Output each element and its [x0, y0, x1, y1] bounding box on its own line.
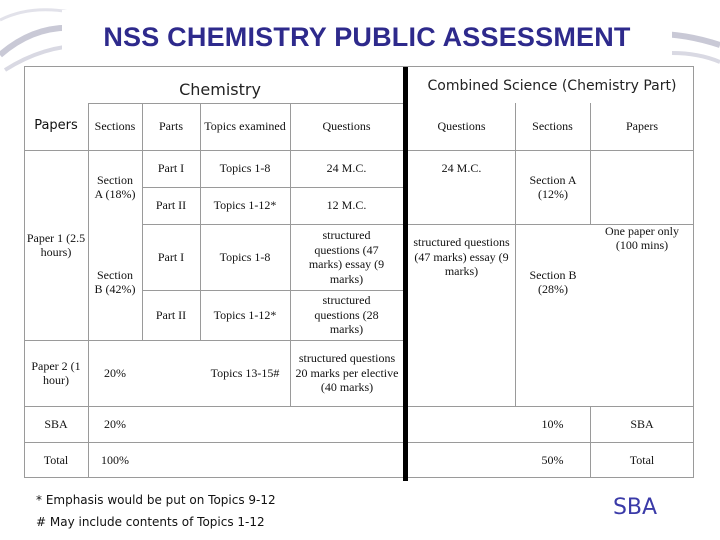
cs-total-percent: 50% — [541, 452, 564, 467]
col-header-sections-cs: Sections — [532, 119, 573, 134]
sba-percent: 20% — [104, 416, 126, 431]
total-percent: 100% — [101, 452, 129, 467]
paper-1-cell: Paper 1 (2.5 hours) — [26, 230, 86, 259]
topics-cell: Topics 1-8 — [219, 161, 271, 176]
col-header-topics: Topics examined — [204, 119, 286, 134]
cs-questions-cell: structured questions (47 marks) essay (9 marks) — [413, 235, 510, 279]
section-a-cell: Section A (18%) — [94, 172, 136, 201]
col-header-sections: Sections — [94, 119, 136, 134]
cs-paper-cell: One paper only (100 mins) — [605, 223, 679, 252]
chemistry-header: Chemistry — [179, 80, 261, 99]
topics-cell: Topics 1-8 — [219, 249, 271, 264]
footnote-star: * Emphasis would be put on Topics 9-12 — [36, 493, 276, 507]
cs-questions-cell: 24 M.C. — [441, 161, 482, 176]
cs-sba-percent: 10% — [541, 416, 564, 431]
col-header-papers-cs: Papers — [626, 119, 658, 134]
part-2-cell: Part II — [155, 307, 187, 322]
topics-cell: Topics 1-12* — [213, 307, 277, 322]
questions-cell: structured questions (28 marks) — [314, 293, 379, 337]
sba-link-button[interactable]: SBA — [592, 486, 678, 528]
col-header-parts: Parts — [159, 119, 183, 134]
cs-section-a-cell: Section A (12%) — [529, 172, 577, 201]
part-1-cell: Part I — [157, 249, 185, 264]
footnote-hash: # May include contents of Topics 1-12 — [36, 515, 265, 529]
total-label: Total — [43, 452, 69, 467]
col-header-papers: Papers — [34, 118, 78, 134]
combined-science-header: Combined Science (Chemistry Part) — [427, 78, 677, 94]
questions-cell: structured questions 20 marks per elective (40 marks) — [295, 351, 399, 395]
cs-section-b-cell: Section B (28%) — [529, 267, 577, 296]
sba-label: SBA — [44, 416, 68, 431]
page-title: NSS CHEMISTRY PUBLIC ASSESSMENT — [103, 22, 631, 52]
col-header-questions: Questions — [322, 119, 371, 134]
topics-cell: Topics 13-15# — [210, 365, 280, 380]
part-2-cell: Part II — [155, 198, 187, 213]
cs-sba-label: SBA — [630, 416, 654, 431]
topics-cell: Topics 1-12* — [213, 198, 277, 213]
part-1-cell: Part I — [157, 161, 185, 176]
questions-cell: 24 M.C. — [326, 161, 367, 176]
questions-cell: structured questions (47 marks) essay (9 marks) — [308, 228, 385, 286]
questions-cell: 12 M.C. — [326, 198, 367, 213]
section-b-cell: Section B (42%) — [94, 267, 136, 296]
col-header-questions-cs: Questions — [437, 119, 486, 134]
paper-2-cell: Paper 2 (1 hour) — [31, 358, 81, 387]
paper-2-percent: 20% — [104, 365, 126, 380]
cs-total-label: Total — [629, 452, 655, 467]
